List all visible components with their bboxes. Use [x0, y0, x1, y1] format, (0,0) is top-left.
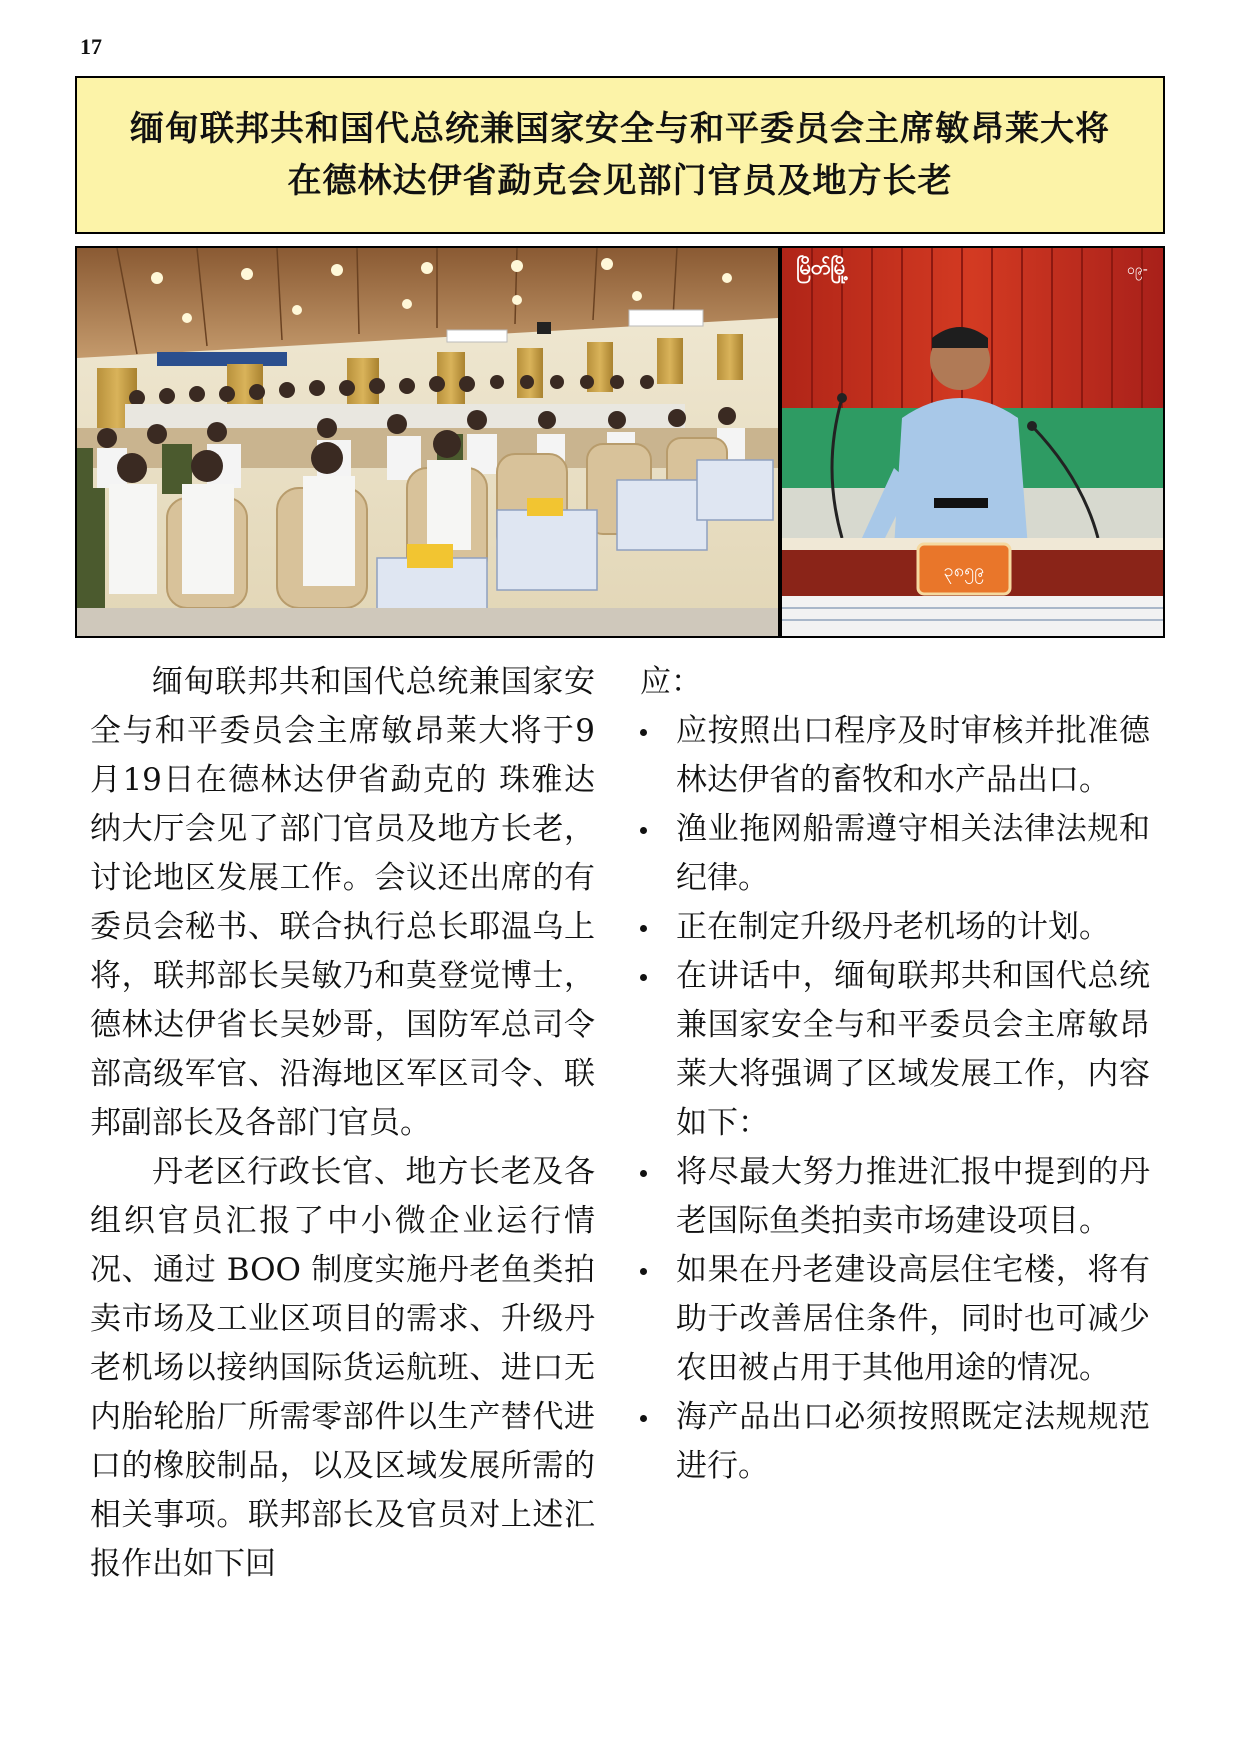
- list-item: [640, 903, 1150, 952]
- bullet-dot-icon: [640, 974, 647, 981]
- page-number: 17: [80, 34, 102, 59]
- article-paragraph-continued: 应：: [640, 664, 702, 700]
- list-item: [640, 805, 1150, 903]
- list-item: [640, 707, 1150, 805]
- podium-text: ၃၈၅၉: [943, 560, 985, 581]
- list-item-text: 如果在丹老建设高层住宅楼，将有助于改善居住条件，同时也可减少农田被占用于其他用途的情况。: [676, 1252, 1150, 1386]
- list-item-text: 正在制定升级丹老机场的计划。: [676, 909, 1110, 945]
- photo-strip: [75, 246, 1165, 638]
- banner-number: ၀၉-: [1127, 262, 1148, 278]
- bullet-dot-icon: [640, 1170, 647, 1177]
- bullet-list: [640, 707, 1150, 1491]
- list-item-text: 将尽最大努力推进汇报中提到的丹老国际鱼类拍卖市场建设项目。: [676, 1154, 1150, 1239]
- article-paragraph-1: 缅甸联邦共和国代总统兼国家安全与和平委员会主席敏昂莱大将于9月19日在德林达伊省勐克的 珠雅达纳大厅会见了部门官员及地方长老，讨论地区发展工作。会议还出席的有委员会秘书、联合执行总长耶温乌上将，联邦部长吴敏乃和莫登觉博士，德林达伊省长吴妙哥，国防军总司令部高级军官、沿海地区军区司令、联邦副部长及各部门官员。: [90, 664, 595, 1141]
- banner-text: မြိတ်မြို့: [796, 255, 849, 279]
- article-column-right: [640, 658, 1150, 1491]
- headline-box: [75, 76, 1165, 234]
- list-item: [640, 952, 1150, 1148]
- meeting-hall-audience-photo: [77, 248, 778, 636]
- article-column-left: [90, 658, 595, 1589]
- list-item-text: 海产品出口必须按照既定法规规范进行。: [676, 1399, 1150, 1484]
- list-item-text: 渔业拖网船需遵守相关法律法规和纪律。: [676, 811, 1150, 896]
- bullet-dot-icon: [640, 1268, 647, 1275]
- headline-line-2: 在德林达伊省勐克会见部门官员及地方长老: [287, 161, 953, 201]
- headline-line-1: 缅甸联邦共和国代总统兼国家安全与和平委员会主席敏昂莱大将: [130, 109, 1110, 149]
- speaker-at-podium-photo: [782, 248, 1163, 636]
- bullet-dot-icon: [640, 925, 647, 932]
- list-item: [640, 1148, 1150, 1246]
- bullet-dot-icon: [640, 1415, 647, 1422]
- bullet-dot-icon: [640, 729, 647, 736]
- article-paragraph-2: 丹老区行政长官、地方长老及各组织官员汇报了中小微企业运行情况、通过 BOO 制度实施丹老鱼类拍卖市场及工业区项目的需求、升级丹老机场以接纳国际货运航班、进口无内胎轮胎厂所需零部件以生产替代进口的橡胶制品，以及区域发展所需的相关事项。联邦部长及官员对上述汇报作出如下回: [90, 1154, 595, 1582]
- list-item: [640, 1246, 1150, 1393]
- list-item: [640, 1393, 1150, 1491]
- bullet-dot-icon: [640, 827, 647, 834]
- list-item-text: 应按照出口程序及时审核并批准德林达伊省的畜牧和水产品出口。: [676, 713, 1150, 798]
- list-item-text: 在讲话中，缅甸联邦共和国代总统兼国家安全与和平委员会主席敏昂莱大将强调了区域发展工作，内容如下：: [676, 958, 1150, 1141]
